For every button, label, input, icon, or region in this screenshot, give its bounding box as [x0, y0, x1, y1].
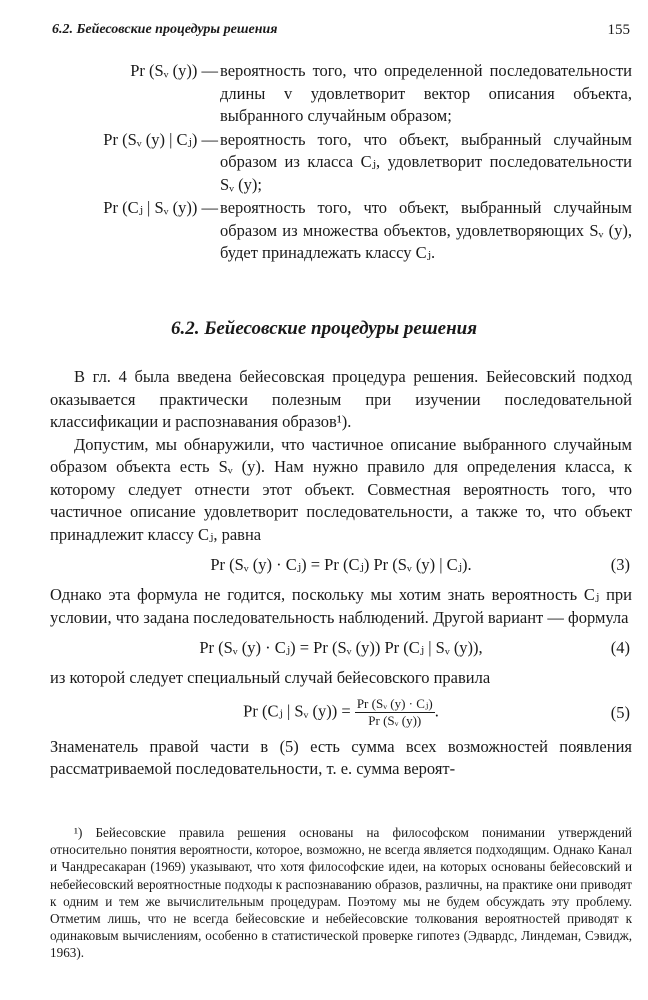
- paragraph: из которой следует специальный случай бейесовского правила: [50, 668, 491, 687]
- definition-text: вероятность того, что объект, выбранный случайным образом из множества объектов, удовлетворяющих Sᵥ (y), будет принадлежать классу Cⱼ.: [220, 198, 632, 262]
- definition-list: [80, 60, 632, 266]
- equation-expression: Pr (Sᵥ (y) · Cⱼ) = Pr (Sᵥ (y)) Pr (Cⱼ | Sᵥ (y)),: [199, 637, 483, 657]
- footnote-text: ¹) Бейесовские правила решения основаны на философском понимании утверждений относительно понятия вероятности, которое, возможно, не всегда является подходящим. Однако Канал и Чандресакаран (1969) указывают, что хотя философские идеи, на которых основаны бейесовский и небейесовский вероятностные подходы к распознаванию образов, различны, на практике они приводят к одним и тем же вычислительным процедурам. Поэтому мы не будем обсуждать эту проблему. Отметим лишь, что не всегда бейесовские и небейесовские толкования вероятностей приводят к одинаковым вычислениям, особенно в статистической проверке гипотез (Эдвардс, Линдеман, Сэвидж, 1963).: [50, 825, 632, 961]
- equation-number: (4): [610, 637, 630, 657]
- paragraph: Допустим, мы обнаружили, что частичное описание выбранного случайным образом объекта есть Sᵥ (y). Нам нужно правило для определения класса, к которому следует отнести этот объект. Совместная вероятность того, что частичное описание удовлетворит последовательности, а также то, что объект принадлежит классу Cⱼ, равна: [50, 434, 632, 544]
- equation-expression: Pr (Sᵥ (y) · Cⱼ) = Pr (Cⱼ) Pr (Sᵥ (y) | Cⱼ).: [210, 554, 472, 574]
- definition-item: [80, 129, 632, 197]
- fraction: [355, 696, 435, 729]
- fraction-denominator: Pr (Sᵥ (y)): [368, 713, 422, 728]
- equation-lhs: Pr (Cⱼ | Sᵥ (y)) =: [243, 701, 351, 721]
- equation-3: [50, 546, 632, 584]
- paragraph: В гл. 4 была введена бейесовская процедура решения. Бейесовский подход оказывается практически полезным при изучении последовательной классификации и распознавания образов¹).: [50, 367, 632, 431]
- equation-number: (5): [610, 702, 630, 722]
- equation-number: (3): [610, 554, 630, 574]
- definition-item: [80, 197, 632, 265]
- definition-text: вероятность того, что определенной последовательности длины v удовлетворит вектор описания объекта, выбранного случайным образом;: [220, 61, 632, 125]
- section-title: 6.2. Бейесовские процедуры решения: [171, 318, 477, 339]
- definition-term: Pr (Cⱼ | Sᵥ (y)) —: [103, 198, 218, 217]
- page-number: 155: [607, 22, 630, 38]
- definition-term: Pr (Sᵥ (y) | Cⱼ) —: [103, 129, 218, 149]
- fraction-numerator: Pr (Sᵥ (y) · Cⱼ): [356, 696, 433, 711]
- running-title: 6.2. Бейесовские процедуры решения: [52, 22, 278, 37]
- equation-4: [50, 629, 632, 667]
- running-header: [52, 22, 630, 44]
- equation-tail: .: [434, 701, 439, 721]
- paragraph: Однако эта формула не годится, поскольку мы хотим знать вероятность Cⱼ при условии, что задана последовательность наблюдений. Другой вариант — формула: [50, 585, 632, 627]
- equation-5: [50, 690, 632, 736]
- footnote: [50, 824, 632, 962]
- definition-text: вероятность того, что объект, выбранный случайным образом из класса Cⱼ, удовлетворит последовательности Sᵥ (y);: [220, 129, 632, 194]
- equation-expression: [243, 696, 439, 729]
- body-text: [50, 366, 632, 781]
- definition-term: Pr (Sᵥ (y)) —: [130, 61, 218, 80]
- definition-item: [80, 60, 632, 128]
- paragraph: Знаменатель правой части в (5) есть сумма всех возможностей появления рассматриваемой последовательности, т. е. сумма вероят-: [50, 736, 632, 778]
